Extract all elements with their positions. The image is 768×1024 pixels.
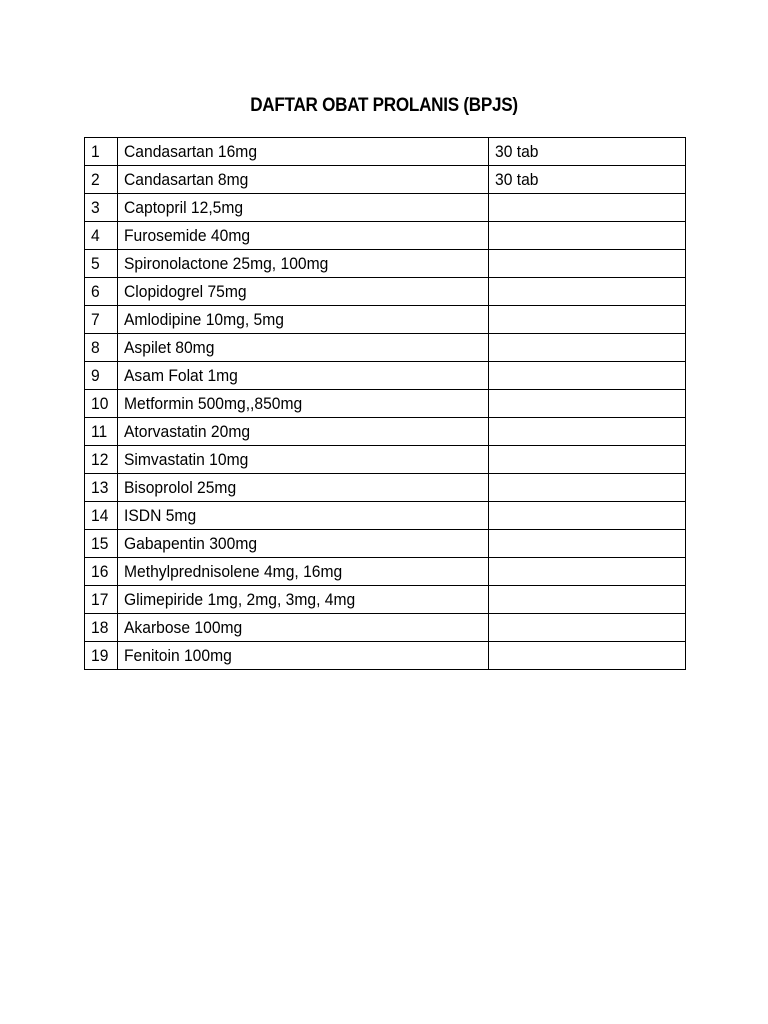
- drug-name-cell: [118, 614, 489, 642]
- quantity-cell: [489, 334, 686, 362]
- quantity-cell: [489, 642, 686, 670]
- row-number-cell: [85, 222, 118, 250]
- drug-name: Bisoprolol 25mg: [124, 478, 237, 497]
- drug-name: Furosemide 40mg: [124, 226, 251, 245]
- row-number-cell: [85, 642, 118, 670]
- drug-name: Spironolactone 25mg, 100mg: [124, 254, 329, 273]
- row-number-cell: [85, 362, 118, 390]
- quantity-cell: [489, 166, 686, 194]
- drug-name-cell: [118, 166, 489, 194]
- page-title: DAFTAR OBAT PROLANIS (BPJS): [250, 95, 518, 116]
- row-number: 9: [91, 366, 100, 385]
- table-row: [85, 194, 686, 222]
- row-number-cell: [85, 586, 118, 614]
- drug-name-cell: [118, 502, 489, 530]
- row-number: 18: [91, 618, 109, 637]
- row-number-cell: [85, 446, 118, 474]
- drug-name: Amlodipine 10mg, 5mg: [124, 310, 284, 329]
- quantity-cell: [489, 474, 686, 502]
- drug-name: Akarbose 100mg: [124, 618, 243, 637]
- row-number-cell: [85, 390, 118, 418]
- drug-name-cell: [118, 362, 489, 390]
- table-row: [85, 390, 686, 418]
- row-number-cell: [85, 334, 118, 362]
- row-number: 10: [91, 394, 109, 413]
- row-number: 15: [91, 534, 109, 553]
- drug-name: Methylprednisolene 4mg, 16mg: [124, 562, 343, 581]
- row-number: 13: [91, 478, 109, 497]
- quantity-cell: [489, 390, 686, 418]
- row-number-cell: [85, 166, 118, 194]
- row-number: 12: [91, 450, 109, 469]
- row-number: 14: [91, 506, 109, 525]
- quantity-cell: [489, 446, 686, 474]
- row-number-cell: [85, 278, 118, 306]
- drug-list-table: [84, 137, 686, 670]
- table-row: [85, 250, 686, 278]
- quantity-cell: [489, 418, 686, 446]
- row-number: 5: [91, 254, 100, 273]
- drug-name: Clopidogrel 75mg: [124, 282, 247, 301]
- row-number-cell: [85, 194, 118, 222]
- table-row: [85, 418, 686, 446]
- drug-name-cell: [118, 334, 489, 362]
- table-row: [85, 614, 686, 642]
- quantity-cell: [489, 558, 686, 586]
- quantity-cell: [489, 614, 686, 642]
- row-number-cell: [85, 418, 118, 446]
- row-number-cell: [85, 614, 118, 642]
- drug-name-cell: [118, 530, 489, 558]
- drug-name: Candasartan 16mg: [124, 142, 258, 161]
- table-row: [85, 586, 686, 614]
- drug-name-cell: [118, 194, 489, 222]
- table-row: [85, 222, 686, 250]
- drug-name-cell: [118, 250, 489, 278]
- drug-name: Simvastatin 10mg: [124, 450, 249, 469]
- drug-name: Atorvastatin 20mg: [124, 422, 251, 441]
- row-number: 17: [91, 590, 109, 609]
- drug-name-cell: [118, 222, 489, 250]
- table-row: [85, 502, 686, 530]
- table-row: [85, 278, 686, 306]
- row-number-cell: [85, 138, 118, 166]
- quantity-cell: [489, 530, 686, 558]
- drug-name-cell: [118, 558, 489, 586]
- table-row: [85, 558, 686, 586]
- drug-name: ISDN 5mg: [124, 506, 197, 525]
- quantity-cell: [489, 222, 686, 250]
- row-number: 3: [91, 198, 100, 217]
- quantity-cell: [489, 502, 686, 530]
- drug-name: Candasartan 8mg: [124, 170, 249, 189]
- table-row: [85, 446, 686, 474]
- drug-name-cell: [118, 586, 489, 614]
- drug-name: Asam Folat 1mg: [124, 366, 238, 385]
- quantity: 30 tab: [495, 170, 539, 189]
- table-row: [85, 530, 686, 558]
- quantity-cell: [489, 250, 686, 278]
- table-row: [85, 306, 686, 334]
- row-number: 19: [91, 646, 109, 665]
- table-row: [85, 166, 686, 194]
- row-number: 11: [91, 422, 108, 441]
- row-number-cell: [85, 530, 118, 558]
- drug-name-cell: [118, 642, 489, 670]
- drug-name: Fenitoin 100mg: [124, 646, 232, 665]
- row-number: 1: [91, 142, 100, 161]
- drug-name: Captopril 12,5mg: [124, 198, 244, 217]
- row-number: 6: [91, 282, 100, 301]
- quantity-cell: [489, 138, 686, 166]
- drug-name-cell: [118, 418, 489, 446]
- row-number: 2: [91, 170, 100, 189]
- row-number-cell: [85, 474, 118, 502]
- table-row: [85, 334, 686, 362]
- drug-name-cell: [118, 474, 489, 502]
- row-number-cell: [85, 250, 118, 278]
- quantity-cell: [489, 278, 686, 306]
- table-row: [85, 138, 686, 166]
- quantity-cell: [489, 362, 686, 390]
- drug-name-cell: [118, 138, 489, 166]
- drug-name-cell: [118, 278, 489, 306]
- row-number: 4: [91, 226, 100, 245]
- quantity: 30 tab: [495, 142, 539, 161]
- quantity-cell: [489, 194, 686, 222]
- table-row: [85, 474, 686, 502]
- drug-name-cell: [118, 306, 489, 334]
- quantity-cell: [489, 306, 686, 334]
- row-number: 7: [91, 310, 100, 329]
- quantity-cell: [489, 586, 686, 614]
- row-number-cell: [85, 306, 118, 334]
- drug-name: Metformin 500mg,,850mg: [124, 394, 303, 413]
- table-row: [85, 642, 686, 670]
- drug-name-cell: [118, 390, 489, 418]
- drug-name-cell: [118, 446, 489, 474]
- row-number-cell: [85, 502, 118, 530]
- drug-name: Aspilet 80mg: [124, 338, 215, 357]
- drug-name: Glimepiride 1mg, 2mg, 3mg, 4mg: [124, 590, 356, 609]
- row-number-cell: [85, 558, 118, 586]
- row-number: 16: [91, 562, 109, 581]
- row-number: 8: [91, 338, 100, 357]
- drug-name: Gabapentin 300mg: [124, 534, 258, 553]
- table-row: [85, 362, 686, 390]
